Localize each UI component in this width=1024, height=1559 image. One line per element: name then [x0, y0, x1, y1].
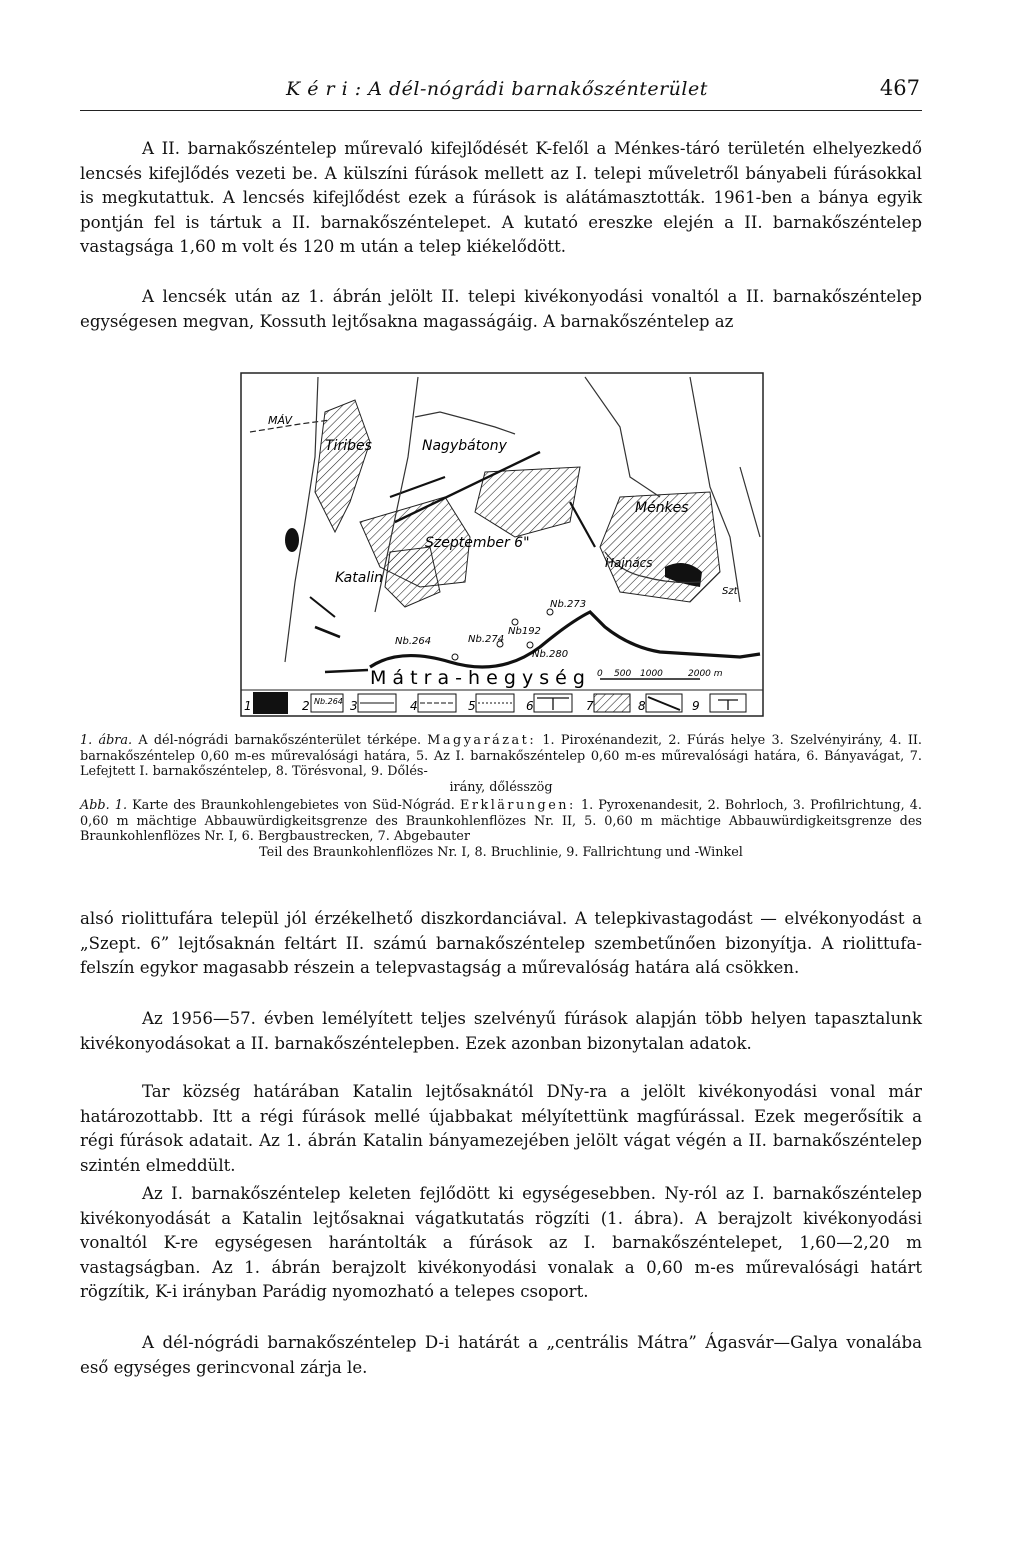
legend-number: 6: [526, 699, 534, 713]
map-label-mav: MÁV: [268, 414, 292, 427]
matra-boundary: [325, 670, 368, 672]
map-label-nb280: Nb.280: [532, 649, 569, 660]
caption-body: 1. Piroxénandezit, 2. Fúrás helye 3. Szelvényirány, 4. II. barnakőszéntelep 0,60 m-es műrevalósági határa, 5. Az I. barnakőszéntelep 0,60 m-es műrevalósági határa, 6. Bányavágat, 7. Lefejtett I. barnakőszéntelep, 8. Törésvonal, 9. Dőlés-: [80, 733, 923, 779]
legend: [241, 690, 763, 714]
geological-map: [240, 372, 764, 717]
fault-line: [570, 502, 595, 547]
map-label-nb264: Nb.264: [395, 636, 432, 647]
fault-line: [390, 477, 445, 497]
legend-number: 1: [244, 699, 252, 713]
paragraph: Tar község határában Katalin lejtősaknától DNy-ra a jelölt kivékonyodási vonal már határozottabb. Itt a régi fúrások mellé újabbakat mélyítettünk magfúrással. Ezek megerősítik a régi fúrások adatait. Az 1. ábrán Katalin bányamezejében jelölt vágat végén a II. barnakőszéntelep szintén elmeddült.: [80, 1082, 922, 1175]
andesite-body: [285, 528, 299, 552]
legend-number: 5: [468, 699, 476, 713]
caption-label: Abb. 1.: [80, 798, 128, 813]
legend-nb: Nb.264: [314, 697, 343, 706]
figure-caption-hu: [80, 733, 922, 795]
caption-key: Erklärungen:: [460, 798, 576, 813]
scale-label: 0: [597, 669, 603, 679]
legend-andesite: [253, 692, 288, 714]
caption-body: 1. Pyroxenandesit, 2. Bohrloch, 3. Profilrichtung, 4. 0,60 m mächtige Abbauwürdigkeitsgrenze des Braunkohlenflözes Nr. II, 5. 0,60 m mächtige Abbauwürdigkeitsgrenze des Braunkohlenflözes Nr. I, 6. Bergbaustrecken, 7. Abgebauter: [80, 798, 922, 844]
paragraph: Az 1956—57. évben lemélyített teljes szelvényű fúrások alapján több helyen tapasztalunk kivékonyodásokat a II. barnakőszéntelepben. Ezek azonban bizonytalan adatok.: [80, 1009, 922, 1053]
borehole: [527, 642, 533, 648]
caption-title: A dél-nógrádi barnakőszénterület térképe.: [132, 733, 428, 748]
map-label-szt: Szt: [722, 586, 738, 597]
fault-line: [315, 627, 340, 637]
borehole: [452, 654, 458, 660]
scale-bar: [597, 669, 723, 679]
map-label-tiribes: Tiribes: [325, 438, 372, 454]
boundary-line: [585, 377, 660, 497]
map-label-nagybatony: Nagybátony: [422, 438, 507, 454]
caption-end: Teil des Braunkohlenflözes Nr. I, 8. Bruchlinie, 9. Fallrichtung und -Winkel: [259, 844, 743, 860]
map-label-menkes: Ménkes: [635, 500, 689, 516]
legend-number: 8: [638, 699, 646, 713]
legend-number: 9: [692, 699, 700, 713]
boundary-line: [740, 467, 760, 537]
mined-area: [385, 547, 440, 607]
map-label-hajnacs: Hajnács: [605, 556, 653, 570]
map-label-nb273: Nb.273: [550, 599, 587, 610]
caption-end: irány, dőlésszög: [449, 779, 553, 795]
mined-area: [315, 400, 370, 532]
paragraph: A lencsék után az 1. ábrán jelölt II. telepi kivékonyodási vonaltól a II. barnakőszéntelep egységesen megvan, Kossuth lejtősakna magasságáig. A barnakőszéntelep az: [80, 287, 922, 331]
scale-label: 1000: [640, 669, 663, 679]
running-title: K é r i : A dél-nógrádi barnakőszénterület: [286, 78, 708, 100]
caption-key: Magyarázat:: [427, 733, 537, 748]
legend-number: 3: [350, 699, 358, 713]
paragraph: A II. barnakőszéntelep műrevaló kifejlődését K-felől a Ménkes-táró területén elhelyezkedő lencsés kifejlődés vezeti be. A külszíni fúrások mellett az I. telepi műveletről bányabeli fúrásokkal is megkutattuk. A lencsés kifejlődést ezek a fúrások is alátámasztották. 1961-ben a bánya egyik pontján fel is tártuk a II. barnakőszéntelepet. A kutató ereszke elején a II. barnakőszéntelep vastagsága 1,60 m volt és 120 m után a telep kiékelődött.: [80, 139, 922, 256]
paragraph: Az I. barnakőszéntelep keleten fejlődött ki egységesebben. Ny-ról az I. barnakőszéntelep kivékonyodását a Katalin lejtősaknai vágatkutatás rögzíti (1. ábra). A berajzolt kivékonyodási vonaltól K-re egységesen harántolták a fúrások az I. barnakőszéntelepet, 1,60—2,20 m vastagságban. Az 1. ábrán berajzolt kivékonyodási vonalak a 0,60 m-es műrevalósági határt rögzítik, K-i irányban Parádig nyomozható a telepes csoport.: [80, 1184, 922, 1301]
caption-title: Karte des Braunkohlengebietes von Süd-Nógrád.: [127, 798, 460, 813]
boundary-line: [415, 412, 515, 434]
paragraph: alsó riolittufára települ jól érzékelhető diszkordanciával. A telepkivastagodást — elvékonyodást a „Szept. 6” lejtősaknán feltárt II. számú barnakőszéntelep szembetűnően bizonyítja. A riolittufa-felszín egykor magasabb részein a telepvastagság a műrevalóság határa alá csökken.: [80, 909, 922, 977]
map-label-matra: M á t r a - h e g y s é g: [370, 667, 585, 689]
legend-number: 4: [410, 699, 418, 713]
running-head: [80, 74, 922, 111]
caption-label: 1. ábra.: [80, 733, 133, 748]
page-number: 467: [879, 76, 920, 100]
mined-area: [475, 467, 580, 537]
legend-number: 2: [302, 699, 310, 713]
map-label-katalin: Katalin: [335, 570, 383, 586]
map-label-nb274: Nb.274: [468, 634, 505, 645]
scale-label: 2000 m: [688, 669, 723, 679]
fault-line: [310, 597, 335, 617]
map-label-szeptember: Szeptember 6": [425, 535, 530, 551]
map-label-nb192: Nb192: [508, 626, 541, 637]
figure-caption-de: [80, 798, 922, 860]
borehole: [512, 619, 518, 625]
legend-number: 7: [586, 699, 594, 713]
scale-label: 500: [614, 669, 632, 679]
paragraph: A dél-nógrádi barnakőszéntelep D-i határát a „centrális Mátra” Ágasvár—Galya vonalába eső egységes gerincvonal zárja le.: [80, 1333, 922, 1377]
